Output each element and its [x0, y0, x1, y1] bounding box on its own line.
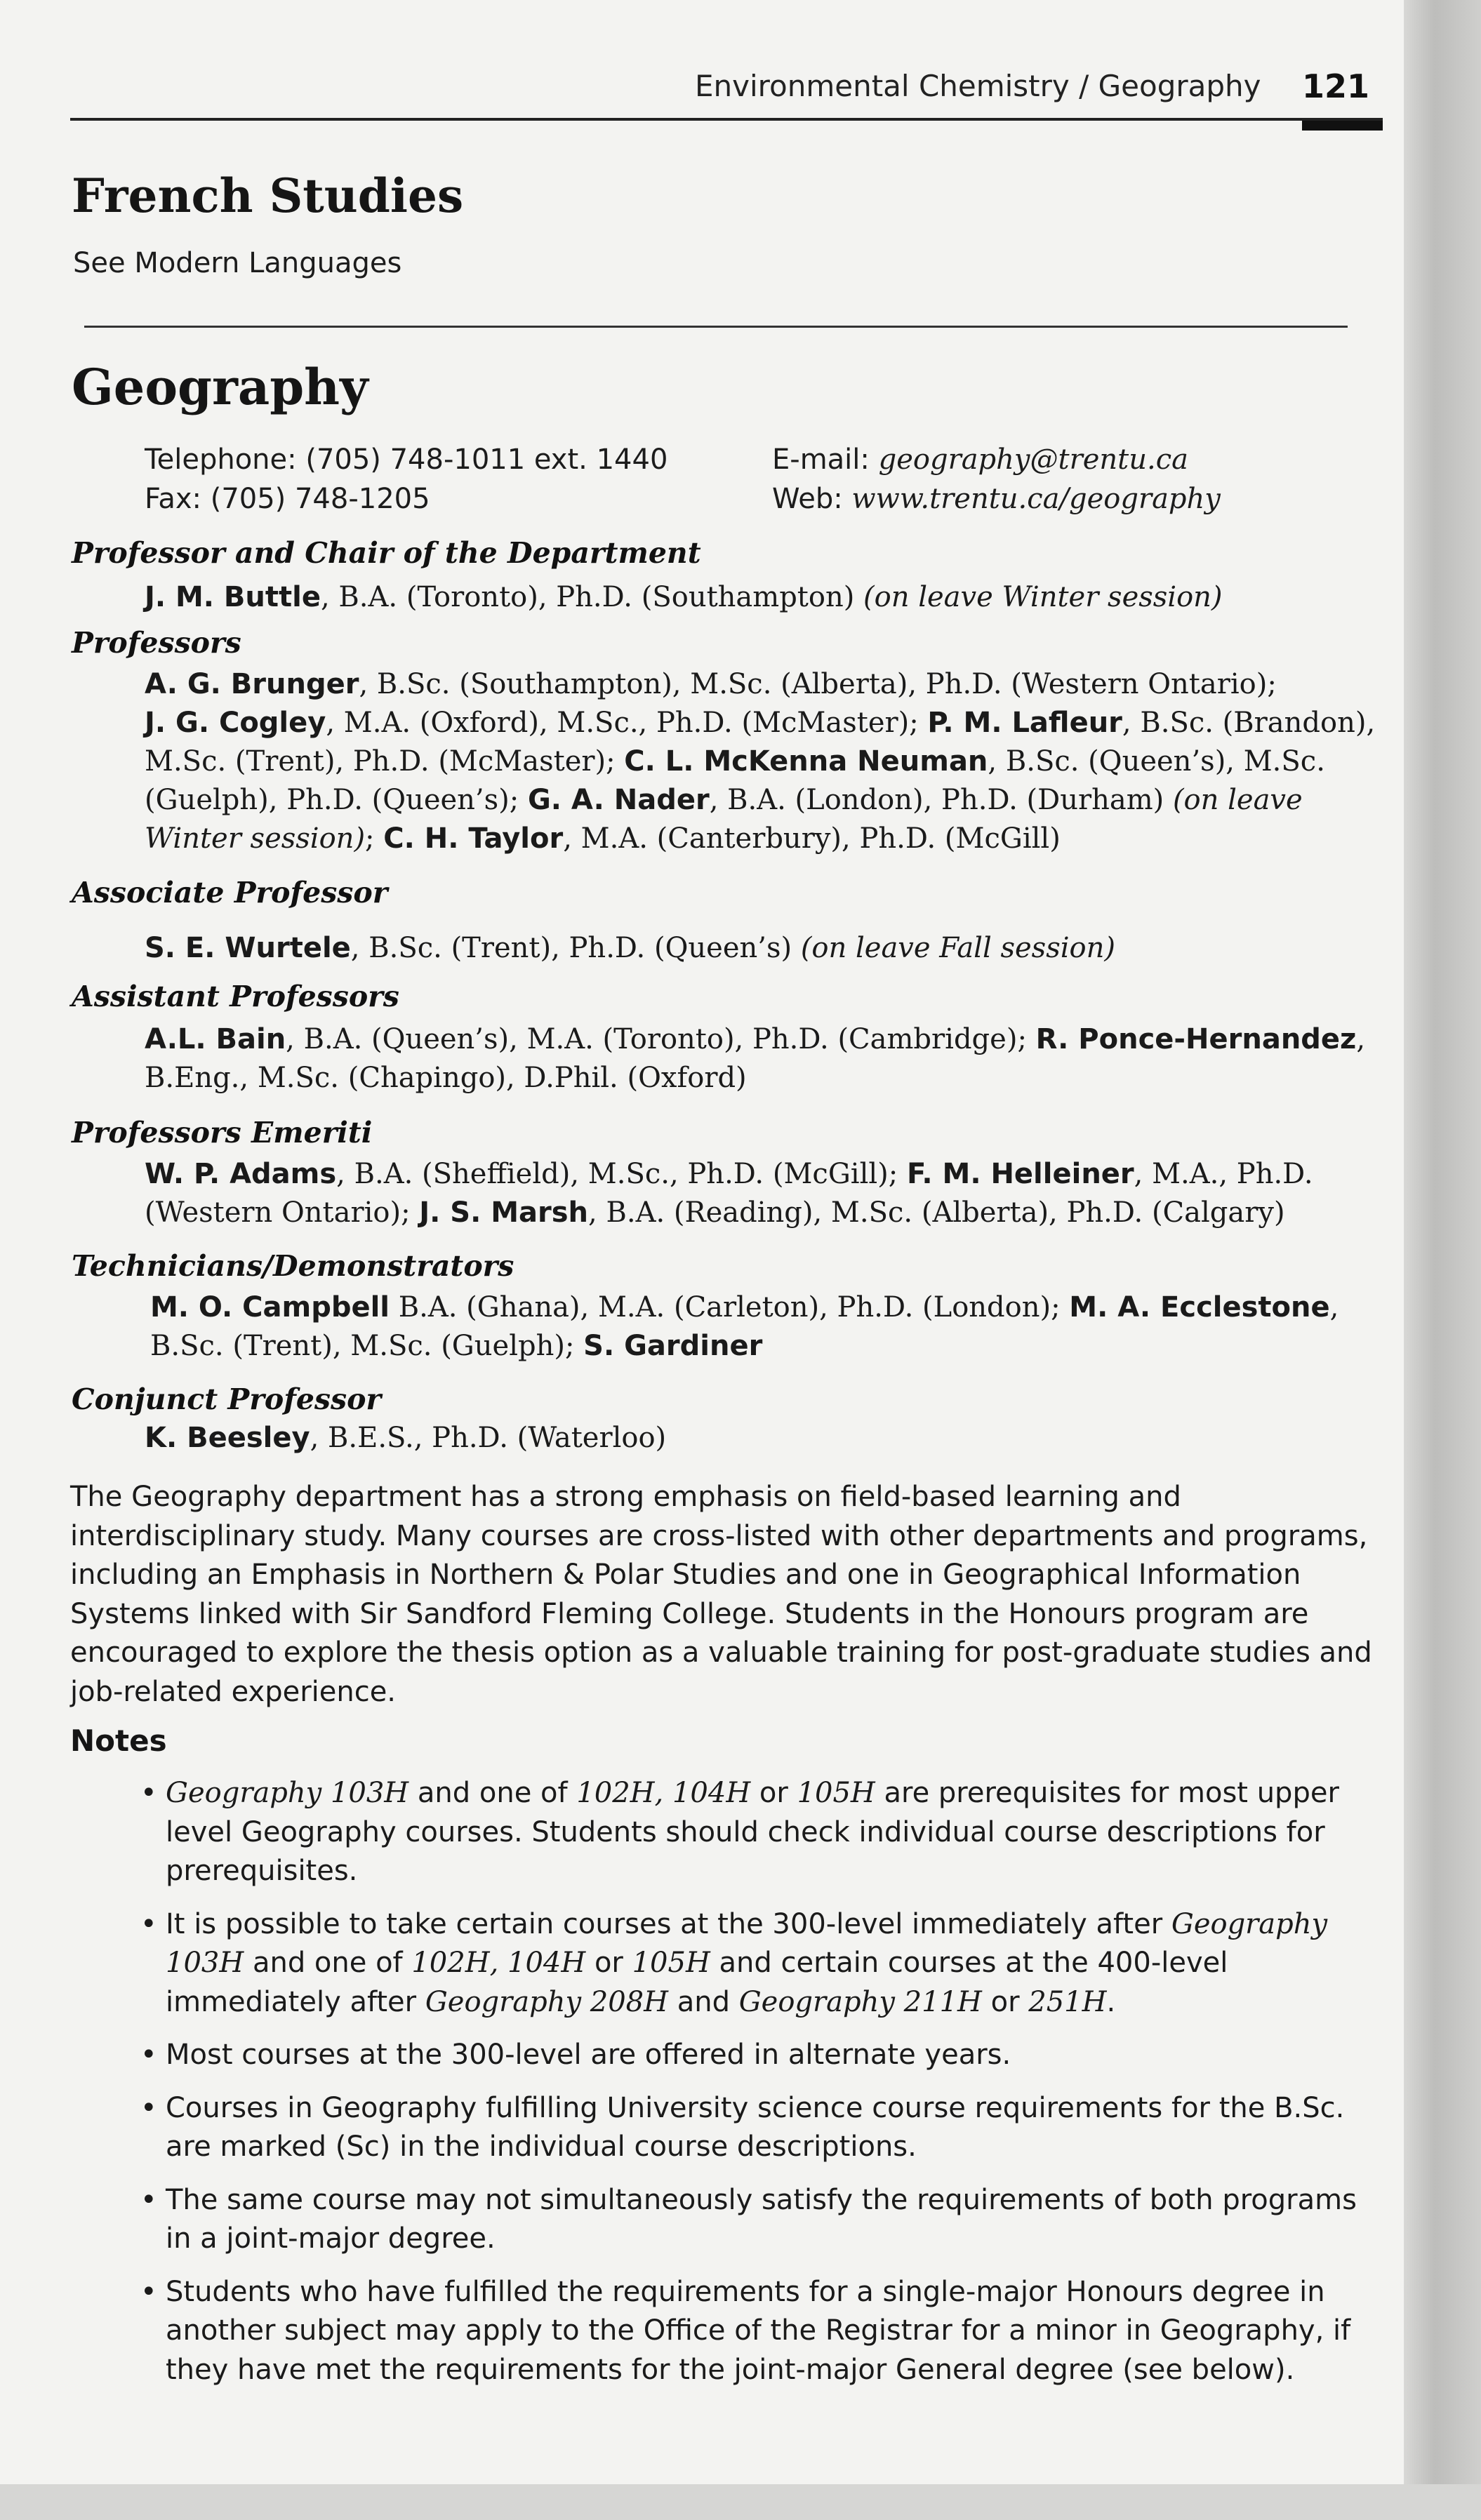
conjunct-name: K. Beesley — [145, 1422, 310, 1454]
conjunct-entry — [145, 1419, 1408, 1458]
emeritus-credentials: , B.A. (Reading), M.Sc. (Alberta), Ph.D. (Calgary) — [588, 1196, 1285, 1229]
note-text: . — [1106, 1985, 1116, 2018]
role-conjunct-professor: Conjunct Professor — [72, 1382, 382, 1416]
course-ref: 102H, 104H — [576, 1777, 751, 1809]
emeritus-name: W. P. Adams — [145, 1158, 337, 1190]
professor-credentials: , B.Sc. (Brandon), M.Sc. (Trent), Ph.D. (McMaster); — [145, 707, 1376, 778]
role-assistant-professors: Assistant Professors — [72, 980, 399, 1013]
associate-name: S. E. Wurtele — [145, 932, 351, 964]
french-studies-title: French Studies — [72, 168, 464, 223]
professor-credentials: , M.A. (Oxford), M.Sc., Ph.D. (McMaster); — [326, 707, 928, 739]
notes-heading: Notes — [70, 1724, 167, 1758]
professor-credentials: , M.A. (Canterbury), Ph.D. (McGill) — [563, 822, 1061, 855]
chair-leave-note: (on leave Winter session) — [863, 581, 1223, 613]
page-edge-shadow — [1404, 0, 1481, 2520]
course-ref: 105H — [632, 1947, 710, 1979]
note-item — [140, 1774, 1383, 1891]
professor-name: J. G. Cogley — [145, 707, 326, 739]
course-ref: 251H — [1028, 1985, 1107, 2018]
section-divider — [84, 326, 1348, 328]
associate-credentials: , B.Sc. (Trent), Ph.D. (Queen’s) — [350, 932, 801, 964]
website — [772, 483, 1221, 515]
chair-name: J. M. Buttle — [145, 581, 321, 613]
professors-entry — [145, 665, 1408, 858]
technician-name: S. Gardiner — [583, 1330, 763, 1362]
header-rule-tab — [1302, 121, 1383, 131]
professor-name: C. L. McKenna Neuman — [624, 745, 988, 778]
french-studies-see-also: See Modern Languages — [73, 247, 402, 279]
professor-leave-note: (on leave Winter session) — [145, 784, 1303, 855]
header-rule — [70, 118, 1383, 121]
assistant-entry — [145, 1020, 1408, 1098]
emeritus-name: F. M. Helleiner — [906, 1158, 1134, 1190]
role-chair: Professor and Chair of the Department — [72, 536, 701, 570]
emeritus-name: J. S. Marsh — [419, 1196, 589, 1229]
course-ref: 102H, 104H — [411, 1947, 586, 1979]
notes-list — [140, 1774, 1383, 2404]
assistant-credentials: , B.A. (Queen’s), M.A. (Toronto), Ph.D. (Cambridge); — [286, 1023, 1036, 1055]
technician-credentials: B.A. (Ghana), M.A. (Carleton), Ph.D. (London); — [390, 1291, 1070, 1324]
note-item: • Courses in Geography fulfilling University science course requirements for the B.Sc. are marked (Sc) in the individual course descriptions. — [140, 2089, 1383, 2167]
professor-credentials: , B.A. (London), Ph.D. (Durham) — [709, 784, 1173, 816]
chair-credentials: , B.A. (Toronto), Ph.D. (Southampton) — [320, 581, 864, 613]
emeriti-entry — [145, 1155, 1408, 1232]
professor-credentials: , B.Sc. (Southampton), M.Sc. (Alberta), Ph.D. (Western Ontario); — [359, 668, 1277, 700]
professor-name: C. H. Taylor — [383, 822, 564, 855]
professor-name: G. A. Nader — [527, 784, 710, 816]
assistant-credentials: , B.Eng., M.Sc. (Chapingo), D.Phil. (Oxford) — [145, 1023, 1366, 1094]
note-text: are prerequisites for most upper level Geography courses. Students should check individual course descriptions for prerequisites. — [166, 1777, 1339, 1887]
page-bottom-edge — [0, 2484, 1481, 2520]
emeritus-credentials: , B.A. (Sheffield), M.Sc., Ph.D. (McGill); — [336, 1158, 907, 1190]
department-description: The Geography department has a strong emphasis on field-based learning and interdisciplinary study. Many courses are cross-listed with other departments and programs, including an Emphasis in Northern & Polar Studies and one in Geographical Information Systems linked with Sir Sandford Fleming College. Students in the Honours program are encouraged to explore the thesis option as a valuable training for post-graduate studies and job-related experience. — [70, 1481, 1372, 1708]
web-label: Web: — [772, 483, 852, 515]
conjunct-credentials: , B.E.S., Ph.D. (Waterloo) — [310, 1422, 667, 1454]
note-text: and certain courses at the 400-level immediately after — [166, 1947, 1228, 2018]
fax: Fax: (705) 748-1205 — [145, 483, 430, 515]
email-address: geography@trentu.ca — [878, 444, 1188, 476]
note-text: and — [668, 1985, 739, 2018]
chair-entry — [145, 578, 1408, 617]
course-ref: Geography 211H — [738, 1985, 982, 2018]
note-item: • The same course may not simultaneously satisfy the requirements of both programs in a joint-major degree. — [140, 2181, 1383, 2259]
note-text: or — [585, 1947, 632, 1979]
separator: ; — [365, 822, 384, 855]
role-professors-emeriti: Professors Emeriti — [72, 1116, 373, 1149]
note-text: or — [981, 1985, 1029, 2018]
note-item — [140, 1905, 1383, 2022]
course-ref: Geography 103H — [166, 1907, 1328, 1979]
role-professors: Professors — [72, 626, 241, 660]
note-text: and one of — [409, 1777, 577, 1809]
assistant-name: R. Ponce-Hernandez — [1035, 1023, 1357, 1055]
professor-name: A. G. Brunger — [145, 668, 359, 700]
technician-credentials: , B.Sc. (Trent), M.Sc. (Guelph); — [150, 1291, 1339, 1362]
role-technicians: Technicians/Demonstrators — [72, 1249, 514, 1283]
page-number: 121 — [1302, 67, 1370, 105]
technician-name: M. A. Ecclestone — [1069, 1291, 1330, 1324]
role-associate-professor: Associate Professor — [72, 876, 388, 909]
technicians-entry — [150, 1288, 1414, 1366]
geography-title: Geography — [72, 358, 368, 416]
email-label: E-mail: — [772, 444, 879, 476]
note-text: It is possible to take certain courses at the 300-level immediately after — [166, 1907, 1171, 1940]
note-text: and one of — [244, 1947, 412, 1979]
note-item: • Most courses at the 300-level are offered in alternate years. — [140, 2036, 1383, 2075]
note-text: or — [750, 1777, 797, 1809]
note-item: • Students who have fulfilled the requirements for a single-major Honours degree in another subject may apply to the Office of the Registrar for a minor in Geography, if they have met the requirements for the joint-major General degree (see below). — [140, 2273, 1383, 2390]
associate-entry — [145, 929, 1408, 968]
telephone: Telephone: (705) 748-1011 ext. 1440 — [145, 444, 668, 476]
professor-name: P. M. Lafleur — [927, 707, 1122, 739]
assistant-name: A.L. Bain — [145, 1023, 286, 1055]
associate-leave-note: (on leave Fall session) — [800, 932, 1115, 964]
course-ref: 105H — [797, 1777, 875, 1809]
running-head: Environmental Chemistry / Geography — [695, 69, 1261, 103]
course-ref: Geography 103H — [166, 1777, 409, 1809]
professor-credentials: , B.Sc. (Queen’s), M.Sc. (Guelph), Ph.D. (Queen’s); — [145, 745, 1325, 816]
technician-name: M. O. Campbell — [150, 1291, 390, 1324]
emeritus-credentials: , M.A., Ph.D. (Western Ontario); — [145, 1158, 1313, 1229]
course-ref: Geography 208H — [425, 1985, 669, 2018]
email — [772, 444, 1188, 476]
web-url: www.trentu.ca/geography — [851, 483, 1221, 515]
